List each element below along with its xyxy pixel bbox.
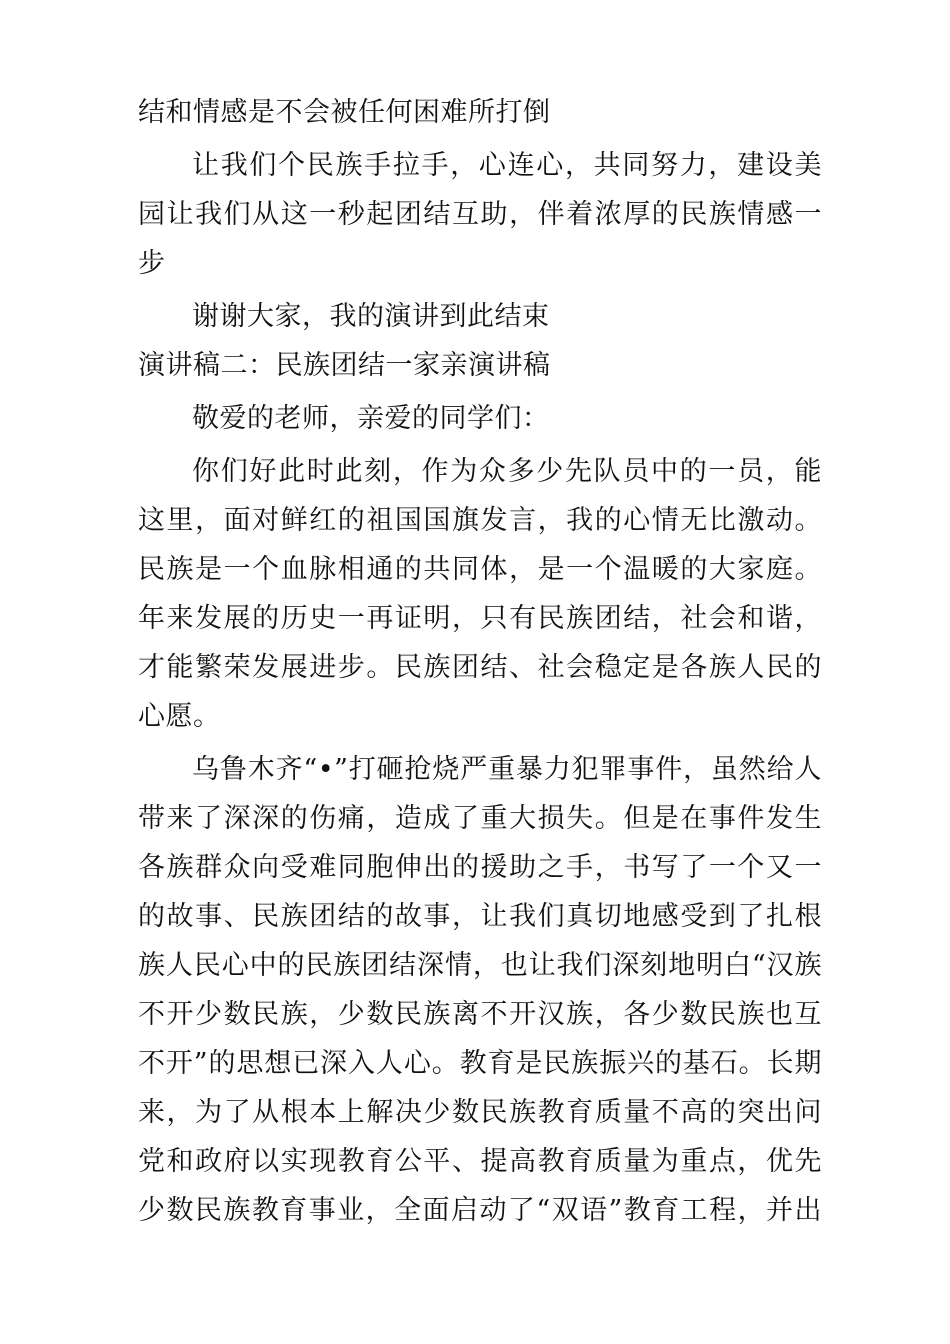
text-line: 族人民心中的民族团结深情，也让我们深刻地明白“汉族 [138, 950, 822, 981]
text-line: 的故事、民族团结的故事，让我们真切地感受到了扎根 [138, 901, 822, 932]
text-line: 才能繁荣发展进步。民族团结、社会稳定是各族人民的 [138, 652, 822, 683]
text-line: 让我们个民族手拉手，心连心，共同努力，建设美 [192, 150, 822, 181]
text-line: 少数民族教育事业，全面启动了“双语”教育工程，并出 [138, 1195, 822, 1226]
text-line: 园让我们从这一秒起团结互助，伴着浓厚的民族情感一 [138, 199, 822, 230]
salutation: 敬爱的老师，亲爱的同学们： [192, 403, 550, 434]
text-line: 你们好此时此刻，作为众多少先队员中的一员，能 [192, 456, 822, 487]
text-line: 带来了深深的伤痛，造成了重大损失。但是在事件发生 [138, 803, 822, 834]
paragraph-continuation [138, 88, 822, 137]
text-line: 步 [138, 248, 166, 279]
document-page [138, 88, 822, 1235]
text-line: 心愿。 [138, 701, 221, 732]
paragraph-intro [138, 447, 822, 741]
text-line: 民族是一个血脉相通的共同体，是一个温暖的大家庭。 [138, 554, 822, 585]
paragraph-urumqi [138, 745, 822, 1235]
text-line: 年来发展的历史一再证明，只有民族团结，社会和谐， [138, 603, 822, 634]
text-line: 来，为了从根本上解决少数民族教育质量不高的突出问 [138, 1097, 822, 1128]
text-line: 乌鲁木齐“•”打砸抢烧严重暴力犯罪事件，虽然给人 [192, 754, 822, 785]
section-heading: 演讲稿二：民族团结一家亲演讲稿 [138, 350, 551, 381]
text-line: 谢谢大家，我的演讲到此结束 [192, 301, 550, 332]
text-line: 不开”的思想已深入人心。教育是民族振兴的基石。长期 [138, 1048, 822, 1079]
text-line: 结和情感是不会被任何困难所打倒 [138, 97, 551, 128]
paragraph-thanks [138, 292, 822, 341]
text-line: 这里，面对鲜红的祖国国旗发言，我的心情无比激动。 [138, 505, 822, 536]
paragraph-closing-call [138, 141, 822, 288]
text-line: 各族群众向受难同胞伸出的援助之手，书写了一个又一 [138, 852, 822, 883]
text-line: 不开少数民族，少数民族离不开汉族，各少数民族也互 [138, 999, 822, 1030]
text-line: 党和政府以实现教育公平、提高教育质量为重点，优先 [138, 1146, 822, 1177]
